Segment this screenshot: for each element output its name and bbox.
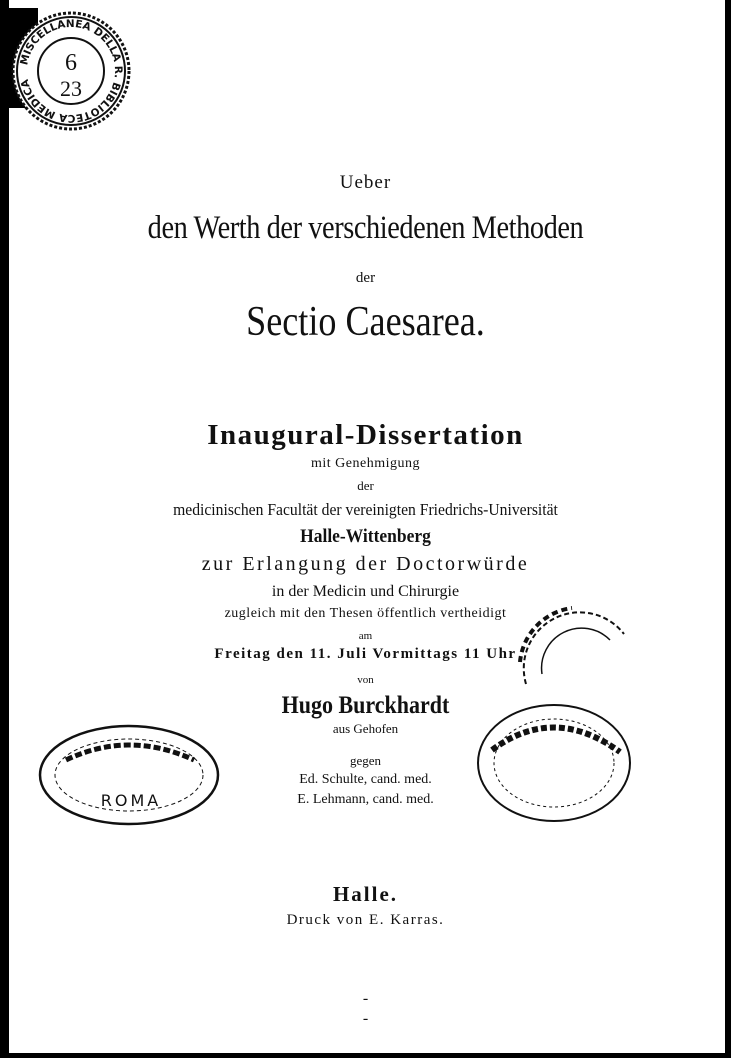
field-line: in der Medicin und Chirurgie <box>271 583 460 600</box>
university-city: Halle-Wittenberg <box>300 526 431 547</box>
roma-stamp-text: ROMA <box>100 791 162 810</box>
connector-von: von <box>357 674 374 686</box>
defense-date: Freitag den 11. Juli Vormittags 11 Uhr <box>214 646 517 662</box>
signature-mark-2: - <box>362 1010 369 1027</box>
publication-city: Halle. <box>332 882 399 906</box>
heading-ueber: Ueber <box>339 172 392 193</box>
library-stamp-number-top: 6 <box>65 50 77 76</box>
connector-der-2: der <box>357 478 374 493</box>
purpose-line: zur Erlangung der Doctorwürde <box>201 553 530 575</box>
opponent-1: Ed. Schulte, cand. med. <box>299 772 432 787</box>
library-stamp <box>8 8 134 134</box>
library-stamp-ring-text: MISCELLANEA DELLA R. BIBLIOTECA MEDICA <box>18 17 125 125</box>
opponent-2: E. Lehmann, cand. med. <box>297 792 434 807</box>
main-title: den Werth der verschiedenen Methoden <box>147 210 584 246</box>
defense-line: zugleich mit den Thesen öffentlich vertheidigt <box>224 606 507 621</box>
approval-line: mit Genehmigung <box>311 456 420 471</box>
subject-title: Sectio Caesarea. <box>246 299 485 345</box>
author-origin: aus Gehofen <box>332 721 399 736</box>
author-name: Hugo Burckhardt <box>281 692 450 719</box>
connector-der: der <box>355 270 376 286</box>
connector-gegen: gegen <box>349 753 382 768</box>
scan-edge-bottom <box>0 1053 731 1058</box>
faculty-line: medicinischen Facultät der vereinigten Friedrichs-Universität <box>173 500 558 519</box>
library-stamp-number-bottom: 23 <box>60 76 82 101</box>
printer-line: Druck von E. Karras. <box>286 912 445 928</box>
connector-am: am <box>358 630 373 642</box>
signature-mark-1: - <box>362 990 369 1007</box>
dissertation-heading: Inaugural-Dissertation <box>207 419 524 451</box>
